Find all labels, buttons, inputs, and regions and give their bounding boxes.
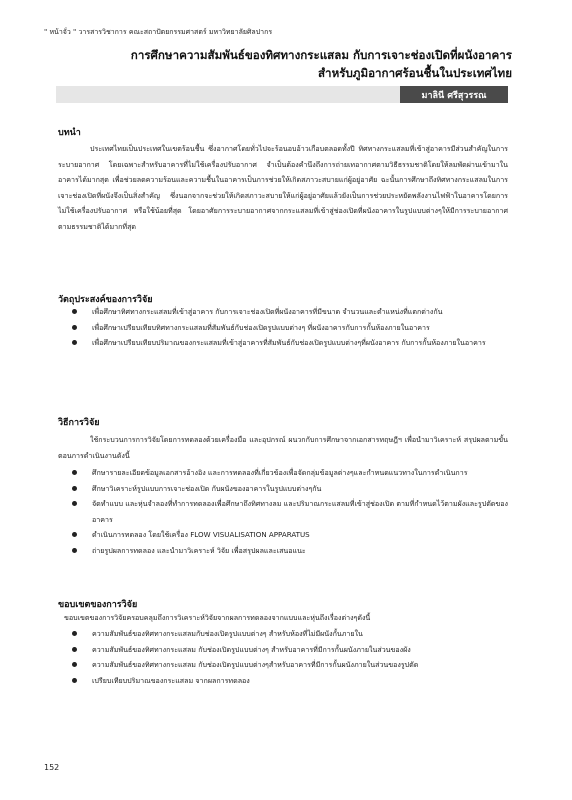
bullet-icon [72,325,77,330]
objectives-heading: วัตถุประสงค์ของการวิจัย [58,295,153,305]
bullet-icon [72,548,77,553]
scope-list [92,626,510,688]
methodology-item: ถ่ายรูปผลการทดลอง และนำมาวิเคราะห์ วิจัย เพื่อสรุปผลและเสนอแนะ [92,543,510,559]
introduction-paragraph: ประเทศไทยเป็นประเทศในเขตร้อนชื้น ซึ่งอากาศโดยทั่วไปจะร้อนอบอ้าวเกือบตลอดทั้งปี ทิศทางกระแสลมที่เข้าสู่อาคารมีส่วนสำคัญในการระบายอากาศ โดยเฉพาะสำหรับอาคารที่ไม่ใช้เครื่องปรับอากาศ จำเป็นต้องคำนึงถึงการถ่ายเทอากาศตามวิธีธรรมชาติโดยให้ลมพัดผ่านเข้ามาในอาคารได้มากสุด เพื่อช่วยลดความร้อนและความชื้นในอาคารเป็นการช่วยให้เกิดสภาวะสบายแก่ผู้อยู่อาศัย ฉะนั้นการศึกษาถึงทิศทางกระแสลมในการเจาะช่องเปิดที่ผนังจึงเป็นสิ่งสำคัญ ซึ่งนอกจากจะช่วยให้เกิดสภาวะสบายให้แก่ผู้อยู่อาศัยแล้วยังเป็นการช่วยประหยัดพลังงานไฟฟ้าในอาคารโดยการไม่ใช้เครื่องปรับอากาศ หรือใช้น้อยที่สุด โดยอาศัยการระบายอากาศจากกระแสลมที่เข้าสู่ช่องเปิดที่ผนังอาคารในรูปแบบต่างๆให้มีการระบายอากาศตามธรรมชาติได้มากที่สุด [58,144,508,231]
bullet-icon [72,678,77,683]
bullet-icon [72,532,77,537]
bullet-icon [72,501,77,506]
bullet-icon [72,662,77,667]
article-title-line-2: สำหรับภูมิอากาศร้อนชื้นในประเทศไทย [317,66,512,80]
methodology-item: จัดทำแบบ และหุ่นจำลองที่ทำการทดลองเพื่อศึกษาถึงทิศทางลม และปริมาณกระแสลมที่เข้าสู่ช่องเปิด ตามที่กำหนดไว้ตามผังและรูปตัดของอาคาร [92,496,510,527]
methodology-list [92,465,510,559]
objective-item: เพื่อศึกษาเปรียบเทียบทิศทางกระแสลมที่สัมพันธ์กับช่องเปิดรูปแบบต่างๆ ที่ผนังอาคารกับการกั้นห้องภายในอาคาร [92,320,510,336]
objective-item: เพื่อศึกษาเปรียบเทียบปริมาณของกระแสลมที่เข้าสู่อาคารที่สัมพันธ์กับช่องเปิดรูปแบบต่างๆที่ผนังอาคาร กับการกั้นห้องภายในอาคาร [92,335,510,351]
introduction-heading: บทนำ [58,128,81,138]
bullet-icon [72,486,77,491]
methodology-item: ศึกษาวิเคราะห์รูปแบบการเจาะช่องเปิด กับผนังของอาคารในรูปแบบต่างๆกัน [92,481,510,497]
bullet-icon [72,631,77,636]
methodology-item: ดำเนินการทดลอง โดยใช้เครื่อง FLOW VISUALISATION APPARATUS [92,527,510,543]
scope-item: ความสัมพันธ์ของทิศทางกระแสลมกับช่องเปิดรูปแบบต่างๆ สำหรับห้องที่ไม่มีผนังกั้นภายใน [92,626,510,642]
methodology-paragraph: ใช้กระบวนการการวิจัยโดยการทดลองด้วยเครื่องมือ และอุปกรณ์ ผนวกกับการศึกษาจากเอกสารทฤษฎีฯ เพื่อนำมาวิเคราะห์ สรุปผลตามขั้นตอนการดำเนินงานดังนี้ [58,435,508,460]
bullet-icon [72,309,77,314]
bullet-icon [72,647,77,652]
scope-paragraph: ขอบเขตของการวิจัยครอบคลุมถึงการวิเคราะห์วิจัยจากผลการทดลองจากแบบและหุ่นถึงเรื่องต่างๆดังนี้ [64,613,371,622]
author-name: มาลินี ศรีสุวรรณ [421,90,487,101]
scope-heading: ขอบเขตของการวิจัย [58,600,138,610]
page-number: 152 [44,763,60,772]
objective-item: เพื่อศึกษาทิศทางกระแสลมที่เข้าสู่อาคาร กับการเจาะช่องเปิดที่ผนังอาคารที่มีขนาด จำนวนและตำแหน่งที่แตกต่างกัน [92,304,510,320]
article-title [42,46,512,82]
running-head: " หน้าจั่ว " วารสารวิชาการ คณะสถาปัตยกรรมศาสตร์ มหาวิทยาลัยศิลปากร [44,28,273,36]
title-gray-band [56,86,458,103]
scope-item: ความสัมพันธ์ของทิศทางกระแสลม กับช่องเปิดรูปแบบต่างๆ สำหรับอาคารที่มีการกั้นผนังภายในส่วนของผัง [92,642,510,658]
author-bar [400,86,508,103]
methodology-item: ศึกษารายละเอียดข้อมูลเอกสารอ้างอิง และการทดลองที่เกี่ยวข้องเพื่อจัดกลุ่มข้อมูลต่างๆและกำหนดแนวทางในการดำเนินการ [92,465,510,481]
scope-item: ความสัมพันธ์ของทิศทางกระแสลม กับช่องเปิดรูปแบบต่างๆสำหรับอาคารที่มีการกั้นผนังภายในส่วนของรูปตัด [92,657,510,673]
scope-item: เปรียบเทียบปริมาณของกระแสลม จากผลการทดลอง [92,673,510,689]
methodology-heading: วิธีการวิจัย [58,418,100,428]
objectives-list [92,304,510,351]
article-title-line-1: การศึกษาความสัมพันธ์ของทิศทางกระแสลม กับการเจาะช่องเปิดที่ผนังอาคาร [130,48,512,62]
bullet-icon [72,470,77,475]
bullet-icon [72,340,77,345]
